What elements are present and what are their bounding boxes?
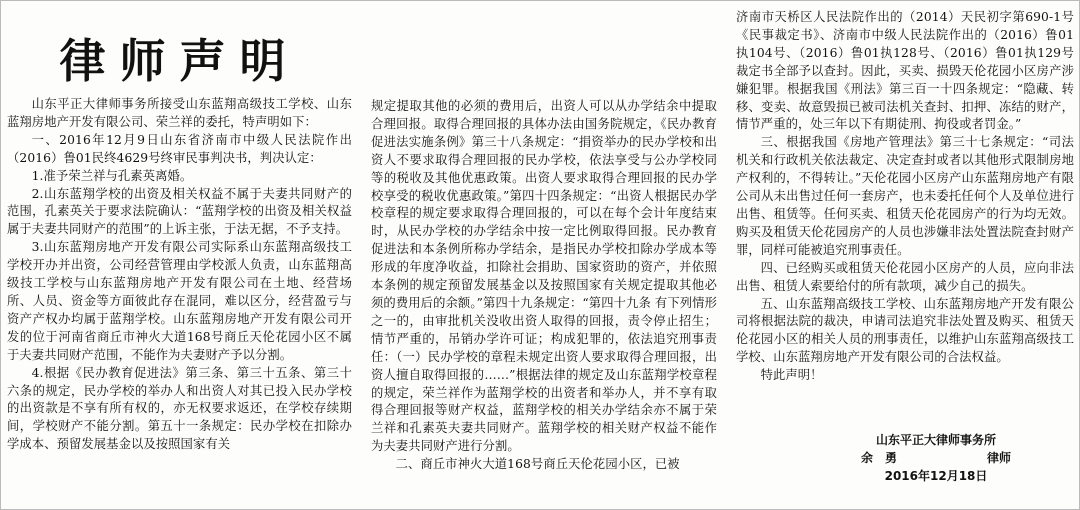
column-3 [736,9,1074,385]
lawyer-name: 余 勇 [861,451,898,465]
section-2-paragraph: 二、商丘市神火大道168号商丘天伦花园小区，已被 [395,457,680,472]
section-2-continued-paragraph: 济南市天桥区人民法院作出的（2014）天民初字第690-1号《民事裁定书》、济南市中级人民法院作出的（2016）鲁01执104号、（2016）鲁01执128号、（2016）鲁01执129号裁定书全部予以查封。因此，买卖、损毁天伦花园小区房产涉嫌犯罪。根据我国《刑法》第三百一十四条规定：“隐藏、转移、变卖、故意毁损已被司法机关查封、扣押、冻结的财产，情节严重的，处三年以下有期徒刑、拘役或者罚金。” [736,10,1074,132]
signature-date: 2016年12月18日 [884,469,988,483]
law-firm-name: 山东平正大律师事务所 [875,433,996,447]
section-1-paragraph: 一、2016年12月9日山东省济南市中级人民法院作出（2016）鲁01民终4629号终审民事判决书，判决认定： [7,132,352,165]
column-1 [7,96,352,454]
column-2 [371,98,717,474]
lawyer-role: 律师 [986,451,1011,465]
section-4-paragraph: 四、已经购买或租赁天伦花园小区房产的人员，应向非法出售、租赁人索要给付的所有款项，减少自己的损失。 [736,260,1074,293]
signer-row [861,449,1011,467]
item-4-continued-paragraph: 规定提取其他的必须的费用后，出资人可以从办学结余中提取合理回报。取得合理回报的具体办法由国务院规定，《民办教育促进法实施条例》第三十八条规定：“捐资举办的民办学校和出资人不要求取得合理回报的民办学校，依法享受与公办学校同等的税收及其他优惠政策。出资人要求取得合理回报的民办学校享受的税收优惠政策。”第四十四条规定：“出资人根据民办学校章程的规定要求取得合理回报的，可以在每个会计年度结束时，从民办学校的办学结余中按一定比例取得回报。民办教育促进法和本条例所称办学结余，是指民办学校扣除办学成本等形成的年度净收益，扣除社会捐助、国家资助的资产，并依照本条例的规定预留发展基金以及按照国家有关规定提取其他必须的费用后的余额。”第四十九条规定：“第四十九条 有下列情形之一的，由审批机关没收出资人取得的回报，责令停止招生；情节严重的，吊销办学许可证；构成犯罪的，依法追究刑事责任：（一）民办学校的章程未规定出资人要求取得合理回报，出资人擅自取得回报的……”根据法律的规定及山东蓝翔学校章程的规定，荣兰祥作为蓝翔学校的出资者和举办人，并不享有取得合理回报等财产权益，蓝翔学校的相关办学结余亦不属于荣兰祥和孔素英夫妻共同财产。蓝翔学校的相关财产权益不能作为夫妻共同财产进行分割。 [371,99,717,454]
section-5-paragraph: 五、山东蓝翔高级技工学校、山东蓝翔房地产开发有限公司将根据法院的裁决，申请司法追究非法处置及购买、租赁天伦花园小区的相关人员的刑事责任，以维护山东蓝翔高级技工学校、山东蓝翔房地产开发有限公司的合法权益。 [736,296,1074,365]
item-3-paragraph: 3.山东蓝翔房地产开发有限公司实际系山东蓝翔高级技工学校开办并出资，公司经营管理由学校派人负责，山东蓝翔高级技工学校与山东蓝翔房地产开发有限公司在土地、经营场所、人员、资金等方面彼此存在混同，难以区分，经营盈亏与资产产权办均属于蓝翔学校。山东蓝翔房地产开发有限公司开发的位于河南省商丘市神火大道168号商丘天伦花园小区不属于夫妻共同财产范围，不能作为夫妻财产予以分割。 [7,240,352,362]
item-2-paragraph: 2.山东蓝翔学校的出资及相关权益不属于夫妻共同财产的范围，孔素英关于要求法院确认：“蓝翔学校的出资及相关权益属于夫妻共同财产的范围”的上诉主张，于法无据，不予支持。 [7,186,352,237]
item-1-paragraph: 1.准予荣兰祥与孔素英离婚。 [31,168,193,183]
section-3-paragraph: 三、根据我国《房地产管理法》第三十七条规定：“司法机关和行政机关依法裁定、决定查封或者以其他形式限制房地产权利的，不得转让。”天伦花园小区房产山东蓝翔房地产有限公司从未出售过任何一套房产，也未委托任何个人及单位进行出售、租赁等。任何买卖、租赁天伦花园房产的行为均无效。购买及租赁天伦花园房产的人员也涉嫌非法处置法院查封财产罪，同样可能被追究刑事责任。 [736,135,1074,257]
item-4-paragraph: 4.根据《民办教育促进法》第三条、第三十五条、第三十六条的规定，民办学校的举办人和出资人对其已投入民办学校的出资款是不享有所有权的，亦无权要求返还，在学校存续期间，学校财产不能分割。第五十一条规定：民办学校在扣除办学成本、预留发展基金以及按照国家有关 [7,365,352,452]
notice-title: 律师声明 [59,34,300,88]
intro-paragraph: 山东平正大律师事务所接受山东蓝翔高级技工学校、山东蓝翔房地产开发有限公司、荣兰祥的委托，特声明如下： [7,97,352,129]
closing-statement: 特此声明！ [760,368,823,383]
signature-block [861,431,1011,485]
